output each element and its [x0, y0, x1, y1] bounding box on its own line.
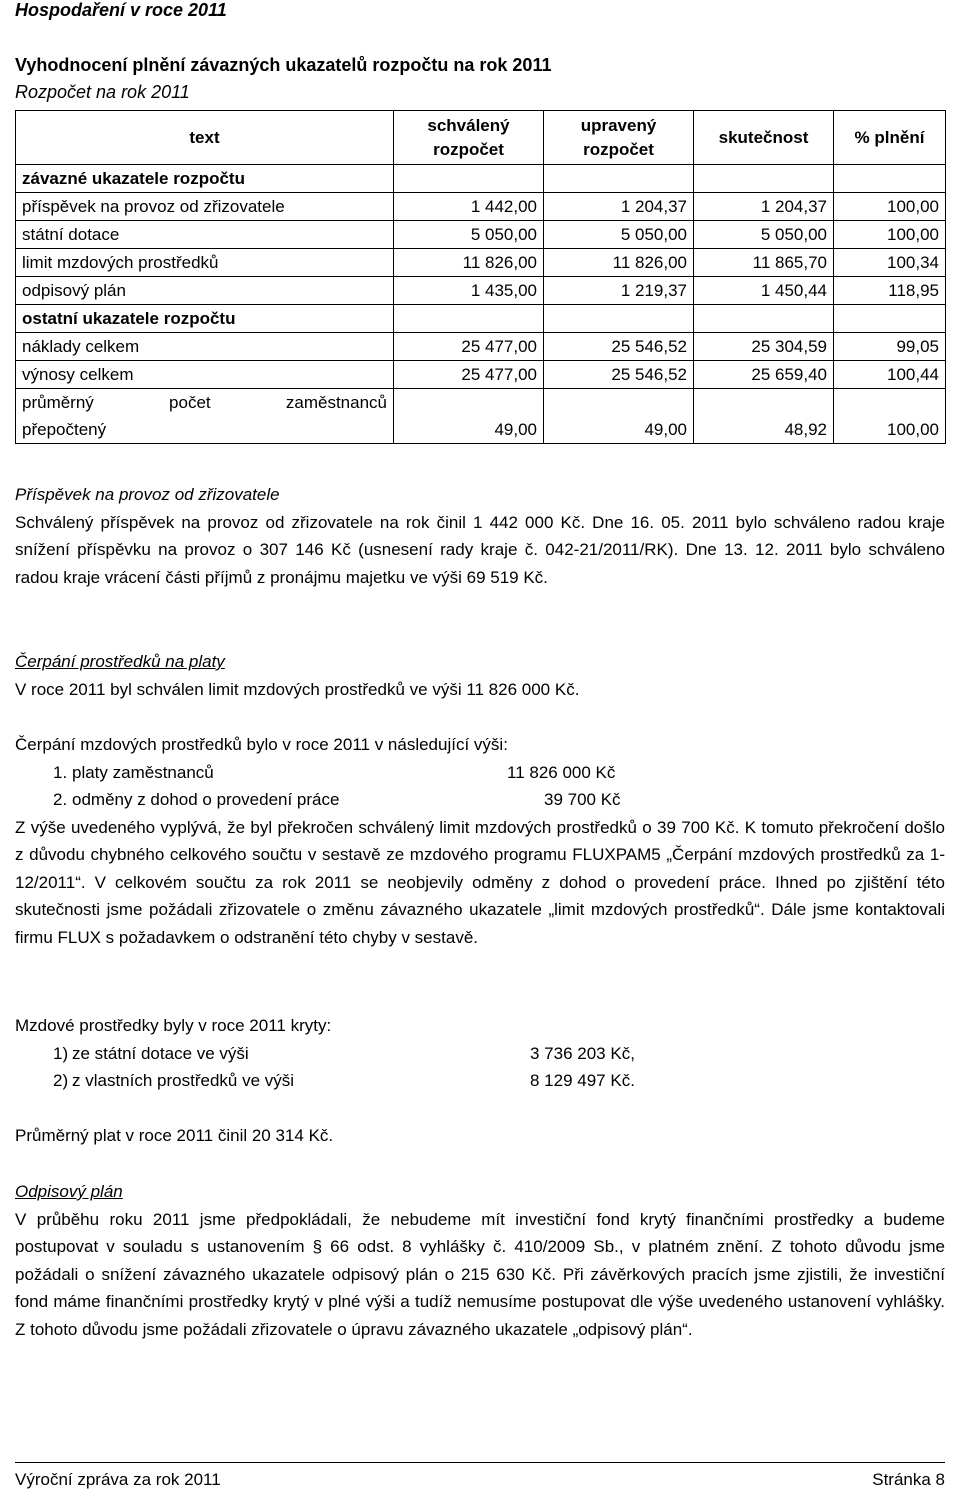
page-title: Hospodaření v roce 2011 — [15, 0, 227, 20]
cell-adjusted: 25 546,52 — [544, 333, 694, 361]
cell-adjusted: 1 204,37 — [544, 193, 694, 221]
contribution-text: Schválený příspěvek na provoz od zřizovatele na rok činil 1 442 000 Kč. Dne 16. 05. 2011 bylo schváleno radou kraje snížení příspěvku na provoz o 307 146 Kč (usnesení rady kraje č. 042-21/2011/RK). Dne 13. 12. 2011 bylo schváleno radou kraje vrácení části příjmů z pronájmu majetku ve výši 69 519 Kč. — [15, 512, 945, 587]
budget-table — [15, 110, 946, 444]
cell-adjusted: 1 219,37 — [544, 277, 694, 305]
cell-adjusted: 25 546,52 — [544, 361, 694, 389]
cell-actual: 11 865,70 — [694, 249, 834, 277]
depreciation-text: V průběhu roku 2011 jsme předpokládali, že nebudeme mít investiční fond krytý finančními prostředky a budeme postupovat v souladu s ustanovením § 66 odst. 8 vyhlášky č. 410/2009 Sb., v platném znění. Z tohoto důvodu jsme požádali o snížení závazného ukazatele odpisový plán o 215 630 Kč. Při závěrkových pracích jsme zjistili, že investiční fond máme finančními prostředky krytý v plné výši a tudíž nemusíme postupovat dle výše uvedeného ustanovení vyhlášky. Z tohoto důvodu jsme požádali zřizovatele o úpravu závazného ukazatele „odpisový plán“. — [15, 1209, 945, 1339]
section-label: ostatní ukazatele rozpočtu — [16, 305, 394, 333]
cell-percent: 100,44 — [834, 361, 946, 389]
cell-actual: 5 050,00 — [694, 221, 834, 249]
row-label — [16, 389, 394, 444]
cell-approved: 25 477,00 — [394, 361, 544, 389]
section-label: závazné ukazatele rozpočtu — [16, 165, 394, 193]
usage-intro: Čerpání mzdových prostředků bylo v roce 2011 v následující výši: — [15, 735, 508, 754]
cell-actual: 25 659,40 — [694, 361, 834, 389]
table-row — [16, 277, 946, 305]
list-item: 1) ze státní dotace ve výši 3 736 203 Kč, — [53, 1043, 635, 1063]
wages-limit-text: V roce 2011 byl schválen limit mzdových prostředků ve výši 11 826 000 Kč. — [15, 679, 580, 699]
row-label: odpisový plán — [16, 277, 394, 305]
cell-actual: 1 204,37 — [694, 193, 834, 221]
cell-percent: 100,34 — [834, 249, 946, 277]
cell-percent: 118,95 — [834, 277, 946, 305]
row-label: limit mzdových prostředků — [16, 249, 394, 277]
cell-percent: 100,00 — [834, 389, 946, 444]
section-row — [16, 305, 946, 333]
cell-adjusted: 5 050,00 — [544, 221, 694, 249]
table-row — [16, 249, 946, 277]
cell-percent: 100,00 — [834, 221, 946, 249]
cell-adjusted: 11 826,00 — [544, 249, 694, 277]
wages-usage — [15, 731, 945, 951]
list-item: 2) z vlastních prostředků ve výši 8 129 497 Kč. — [53, 1071, 635, 1090]
page-footer — [15, 1470, 945, 1490]
footer-divider — [15, 1462, 945, 1463]
coverage-intro: Mzdové prostředky byly v roce 2011 kryty: — [15, 1016, 332, 1035]
cell-approved: 25 477,00 — [394, 333, 544, 361]
cell-actual: 25 304,59 — [694, 333, 834, 361]
row-label: příspěvek na provoz od zřizovatele — [16, 193, 394, 221]
table-row — [16, 361, 946, 389]
evaluation-title: Vyhodnocení plnění závazných ukazatelů rozpočtu na rok 2011 — [15, 55, 552, 75]
row-label: státní dotace — [16, 221, 394, 249]
row-label-line2: přepočtený — [22, 420, 107, 439]
cell-actual: 48,92 — [694, 389, 834, 444]
wages-section — [15, 648, 945, 703]
row-label-line1: průměrný počet zaměstnanců — [22, 393, 387, 412]
wages-coverage — [15, 1012, 945, 1095]
wages-heading: Čerpání prostředků na platy — [15, 652, 225, 671]
depreciation-heading: Odpisový plán — [15, 1182, 123, 1201]
table-row — [16, 193, 946, 221]
list-item: 2. odměny z dohod o provedení práce 39 700 Kč — [53, 790, 621, 809]
average-salary: Průměrný plat v roce 2011 činil 20 314 Kč. — [15, 1126, 334, 1145]
footer-page-number: Stránka 8 — [872, 1470, 945, 1489]
row-label: výnosy celkem — [16, 361, 394, 389]
row-label: náklady celkem — [16, 333, 394, 361]
col-header-actual: skutečnost — [694, 111, 834, 165]
budget-subtitle: Rozpočet na rok 2011 — [15, 82, 190, 102]
cell-percent: 99,05 — [834, 333, 946, 361]
col-header-text: text — [16, 111, 394, 165]
cell-percent: 100,00 — [834, 193, 946, 221]
cell-approved: 49,00 — [394, 389, 544, 444]
table-row — [16, 333, 946, 361]
col-header-approved: schválený rozpočet — [394, 111, 544, 165]
list-item: 1. platy zaměstnanců 11 826 000 Kč — [53, 762, 616, 782]
cell-approved: 11 826,00 — [394, 249, 544, 277]
col-header-adjusted: upravený rozpočet — [544, 111, 694, 165]
table-row — [16, 389, 946, 444]
section-row — [16, 165, 946, 193]
contribution-section — [15, 481, 945, 591]
exceed-text: Z výše uvedeného vyplývá, že byl překročen schválený limit mzdových prostředků o 39 700 Kč. K tomuto překročení došlo z důvodu chybného celkového součtu v sestavě ze mzdového programu FLUXPAM5 „Čerpání mzdových prostředků za 1-12/2011“. V celkovém součtu za rok 2011 se neobjevily odměny z dohod o provedení práce. Ihned po zjištění této skutečnosti jsme požádali zřizovatele o změnu závazného ukazatele „limit mzdových prostředků“. Dále jsme kontaktovali firmu FLUX s požadavkem o odstranění této chyby v sestavě. — [15, 817, 945, 947]
table-row — [16, 221, 946, 249]
col-header-percent: % plnění — [834, 111, 946, 165]
cell-approved: 1 435,00 — [394, 277, 544, 305]
cell-actual: 1 450,44 — [694, 277, 834, 305]
cell-adjusted: 49,00 — [544, 389, 694, 444]
contribution-heading: Příspěvek na provoz od zřizovatele — [15, 485, 280, 504]
depreciation-section — [15, 1178, 945, 1343]
table-header-row — [16, 111, 946, 165]
cell-approved: 5 050,00 — [394, 221, 544, 249]
cell-approved: 1 442,00 — [394, 193, 544, 221]
footer-report-title: Výroční zpráva za rok 2011 — [15, 1470, 221, 1489]
